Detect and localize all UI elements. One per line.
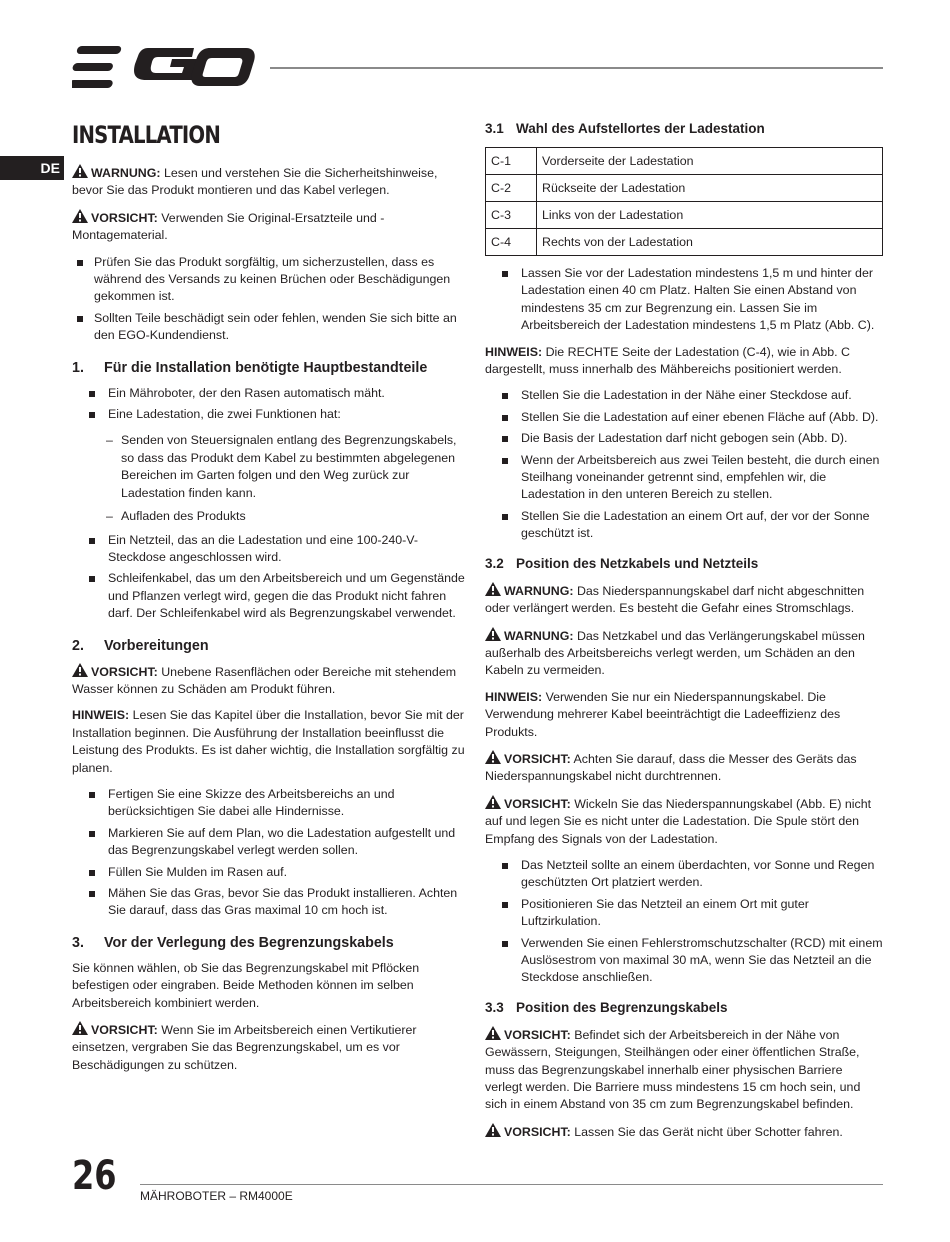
bullet-list (72, 786, 470, 920)
bullet-list (72, 385, 470, 424)
warning-triangle-icon (72, 164, 88, 178)
warning-paragraph: WARNUNG: Lesen und verstehen Sie die Sicherheitshinweise, bevor Sie das Produkt montieren und das Kabel verlegen. (72, 166, 438, 198)
list-item: Markieren Sie auf dem Plan, wo die Ladestation aufgestellt und das Begrenzungskabel verlegt werden sollen. (72, 825, 470, 860)
table-row: C-3 Links von der Ladestation (486, 202, 883, 229)
list-item: Füllen Sie Mulden im Rasen auf. (72, 864, 470, 881)
list-item: Die Basis der Ladestation darf nicht gebogen sein (Abb. D). (485, 430, 883, 447)
caution-paragraph: VORSICHT: Lassen Sie das Gerät nicht über Schotter fahren. (485, 1123, 883, 1141)
list-item: – Aufladen des Produkts (72, 508, 470, 525)
list-item: Schleifenkabel, das um den Arbeitsbereich und um Gegenstände und Pflanzen verlegt wird, gegen die das Produkt nicht fahren darf. Der Schleifenkabel wird als Begrenzungskabel verwendet. (72, 570, 470, 622)
warning-paragraph: WARNUNG: Das Netzkabel und das Verlängerungskabel müssen außerhalb des Arbeitsbereichs verlegt werden, um Schäden an den Kabeln zu vermeiden. (485, 628, 865, 678)
caution-paragraph: VORSICHT: Wickeln Sie das Niederspannungskabel (Abb. E) nicht auf und legen Sie es nicht unter die Ladestation. Die Spule stört den Empfang des Signals von der Ladestation. (485, 796, 872, 846)
subsection-heading: 3.1 Wahl des Aufstellortes der Ladestation (485, 121, 765, 136)
caution-paragraph: VORSICHT: Wenn Sie im Arbeitsbereich einen Vertikutierer einsetzen, vergraben Sie das Begrenzungskabel, um es vor Beschädigungen zu schützen. (72, 1023, 417, 1072)
warning-triangle-icon (72, 663, 88, 677)
page-title: INSTALLATION (72, 121, 220, 149)
table-row: C-1 Vorderseite der Ladestation (486, 148, 883, 175)
list-item: Stellen Sie die Ladestation an einem Ort auf, der vor der Sonne geschützt ist. (485, 508, 883, 543)
bullet-list (485, 857, 883, 987)
section-heading: 1. Für die Installation benötigte Hauptbestandteile (72, 359, 428, 376)
warning-triangle-icon (72, 1021, 88, 1035)
dash-list (72, 432, 470, 525)
list-item: Stellen Sie die Ladestation in der Nähe einer Steckdose auf. (485, 387, 883, 404)
warning-paragraph: WARNUNG: Das Niederspannungskabel darf nicht abgeschnitten oder verlängert werden. Es besteht die Gefahr eines Stromschlags. (485, 583, 865, 616)
warning-triangle-icon (485, 582, 501, 596)
bullet-list (72, 254, 470, 345)
bullet-list (485, 387, 883, 542)
right-column (485, 120, 883, 1150)
list-item: Ein Mähroboter, der den Rasen automatisch mäht. (72, 385, 470, 402)
list-item: Stellen Sie die Ladestation auf einer ebenen Fläche auf (Abb. D). (485, 409, 883, 426)
list-item: – Senden von Steuersignalen entlang des Begrenzungskabels, so dass das Produkt dem Kabel zu bestimmten abgelegenen Bereichen im Garten folgen und den Weg zurück zur Ladestation finden kann. (72, 432, 470, 502)
language-tab: DE (0, 156, 64, 180)
left-column (72, 120, 470, 1083)
bullet-list (72, 532, 470, 623)
caution-paragraph: VORSICHT: Unebene Rasenflächen oder Bereiche mit stehendem Wasser können zu Schäden am Produkt führen. (72, 664, 457, 696)
warning-triangle-icon (485, 627, 501, 641)
caution-paragraph: VORSICHT: Verwenden Sie Original-Ersatzteile und -Montagematerial. (72, 210, 385, 243)
caution-paragraph: VORSICHT: Befindet sich der Arbeitsbereich in der Nähe von Gewässern, Steigungen, Steilhängen oder einer öffentlichen Straße, muss das Begrenzungskabel innerhalb einer physischen Barriere verlegt werden. Die Barriere muss mindestens 15 cm hoch sein, und sich in einem Abstand von 35 cm zum Begrenzungskabel befinden. (485, 1027, 861, 1112)
list-item: Sollten Teile beschädigt sein oder fehlen, wenden Sie sich bitte an den EGO-Kundendienst. (72, 310, 470, 345)
warning-triangle-icon (485, 750, 501, 764)
list-item: Wenn der Arbeitsbereich aus zwei Teilen besteht, die durch einen Steilhang voneinander getrennt sind, empfehlen wir, die Ladestation in den unteren Bereich zu stellen. (485, 452, 883, 504)
page-number: 26 (72, 1153, 117, 1199)
warning-triangle-icon (72, 209, 88, 223)
note-paragraph: HINWEIS: Verwenden Sie nur ein Niederspannungskabel. Die Verwendung mehrerer Kabel beeinträchtigt die Ladeeffizienz des Produkts. (485, 689, 841, 739)
ego-logo (72, 46, 258, 88)
list-item: Lassen Sie vor der Ladestation mindestens 1,5 m und hinter der Ladestation einen 40 cm Platz. Halten Sie einen Abstand von mindestens 35 cm zur Begrenzung ein. Lassen Sie im Arbeitsbereich der Ladestation mindestens 1,5 m Platz (Abb. C). (485, 265, 883, 335)
section-heading: 3. Vor der Verlegung des Begrenzungskabels (72, 934, 394, 951)
table-row: C-2 Rückseite der Ladestation (486, 175, 883, 202)
body-paragraph: Sie können wählen, ob Sie das Begrenzungskabel mit Pflöcken befestigen oder eingraben. Beide Methoden können im selben Arbeitsbereich kombiniert werden. (72, 960, 420, 1010)
subsection-heading: 3.2 Position des Netzkabels und Netzteils (485, 555, 759, 571)
note-paragraph: HINWEIS: Lesen Sie das Kapitel über die Installation, bevor Sie mit der Installation beginnen. Die Ausführung der Installation beeinflusst die Leistung des Produkts. Es ist daher wichtig, die Installation sorgfältig zu planen. (72, 708, 465, 775)
list-item: Positionieren Sie das Netzteil an einem Ort mit guter Luftzirkulation. (485, 896, 883, 931)
table-row: C-4 Rechts von der Ladestation (486, 229, 883, 256)
list-item: Mähen Sie das Gras, bevor Sie das Produkt installieren. Achten Sie darauf, dass das Gras maximal 10 cm hoch ist. (72, 885, 470, 920)
warning-triangle-icon (485, 1026, 501, 1040)
list-item: Eine Ladestation, die zwei Funktionen hat: (72, 406, 470, 423)
bullet-list (485, 265, 883, 335)
list-item: Verwenden Sie einen Fehlerstromschutzschalter (RCD) mit einem Auslösestrom von maximal 30 mA, wenn Sie das Netzteil an die Steckdose anschließen. (485, 935, 883, 987)
note-paragraph: HINWEIS: Die RECHTE Seite der Ladestation (C-4), wie in Abb. C dargestellt, muss innerhalb des Mähbereichs positioniert werden. (485, 344, 850, 377)
warning-triangle-icon (485, 1123, 501, 1137)
footer-title: MÄHROBOTER – RM4000E (140, 1189, 293, 1203)
footer-rule (140, 1184, 883, 1185)
list-item: Ein Netzteil, das an die Ladestation und eine 100-240-V-Steckdose angeschlossen wird. (72, 532, 470, 567)
list-item: Das Netzteil sollte an einem überdachten, vor Sonne und Regen geschützten Ort platziert werden. (485, 857, 883, 892)
header-rule (270, 67, 883, 69)
warning-triangle-icon (485, 795, 501, 809)
caution-paragraph: VORSICHT: Achten Sie darauf, dass die Messer des Geräts das Niederspannungskabel nicht durchtrennen. (485, 751, 857, 784)
list-item: Prüfen Sie das Produkt sorgfältig, um sicherzustellen, dass es während des Versands zu keinen Brüchen oder Beschädigungen gekommen ist. (72, 254, 470, 306)
location-table (485, 147, 883, 256)
subsection-heading: 3.3 Position des Begrenzungskabels (485, 999, 728, 1015)
list-item: Fertigen Sie eine Skizze des Arbeitsbereichs an und berücksichtigen Sie dabei alle Hindernisse. (72, 786, 470, 821)
section-heading: 2. Vorbereitungen (72, 637, 209, 654)
